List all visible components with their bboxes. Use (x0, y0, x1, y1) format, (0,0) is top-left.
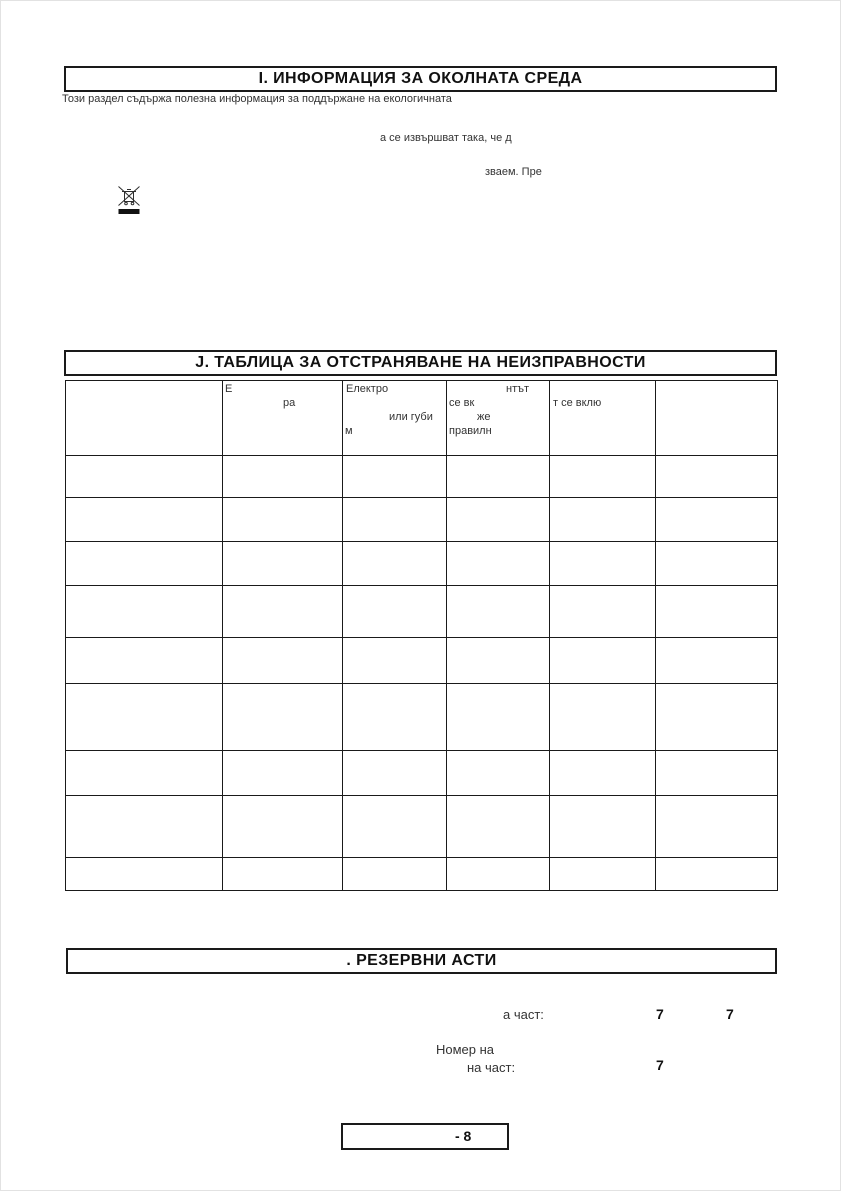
table-row (66, 751, 778, 796)
table-cell (447, 796, 550, 858)
table-cell (343, 586, 447, 638)
spare-parts-part-label: а част: (503, 1007, 544, 1022)
table-header-cell (656, 381, 778, 456)
page-number: - 8 (455, 1128, 472, 1144)
table-row (66, 498, 778, 542)
table-cell (656, 586, 778, 638)
table-cell (656, 498, 778, 542)
table-cell (343, 684, 447, 751)
header-fragment: Електро (346, 383, 389, 395)
table-row (66, 456, 778, 498)
table-cell (223, 456, 343, 498)
spare-parts-number-part-label: на част: (467, 1060, 516, 1075)
table-cell (66, 796, 223, 858)
table-cell (550, 542, 656, 586)
table-cell (223, 751, 343, 796)
troubleshooting-table (65, 380, 777, 891)
table-cell (66, 586, 223, 638)
header-fragment: же (477, 411, 491, 423)
header-fragment: нтът (506, 383, 530, 395)
table-header-cell (447, 381, 550, 456)
table-cell (447, 456, 550, 498)
table-cell (343, 858, 447, 891)
table-cell (447, 542, 550, 586)
table-cell (343, 456, 447, 498)
table-cell (66, 542, 223, 586)
header-fragment: Е (225, 383, 233, 395)
table-cell (447, 498, 550, 542)
environment-intro-text: Този раздел съдържа полезна информация за поддържане на екологичната (62, 93, 452, 105)
table-cell (343, 542, 447, 586)
table-cell (550, 498, 656, 542)
table-cell (66, 456, 223, 498)
table-cell (447, 684, 550, 751)
spare-parts-value: 7 (726, 1006, 734, 1022)
table-cell (656, 456, 778, 498)
table-row (66, 858, 778, 891)
table-header-cell (550, 381, 656, 456)
table-cell (223, 498, 343, 542)
table-cell (223, 796, 343, 858)
table-cell (656, 751, 778, 796)
section-title-spare-parts: . РЕЗЕРВНИ АСТИ (66, 948, 777, 974)
spare-parts-value: 7 (656, 1057, 664, 1073)
header-fragment: м (345, 425, 353, 437)
spare-parts-number-label: Номер на (436, 1042, 495, 1057)
table-cell (550, 638, 656, 684)
table-cell (550, 586, 656, 638)
spare-parts-value: 7 (656, 1006, 664, 1022)
troubleshooting-table-body (66, 456, 778, 891)
table-cell (66, 638, 223, 684)
table-cell (343, 751, 447, 796)
table-header-cell (223, 381, 343, 456)
table-row (66, 586, 778, 638)
table-cell (223, 684, 343, 751)
table-header-cell (66, 381, 223, 456)
table-cell (447, 858, 550, 891)
header-fragment: т се вклю (553, 397, 602, 409)
page-number-box (341, 1123, 509, 1150)
table-cell (66, 751, 223, 796)
table-cell (223, 638, 343, 684)
header-fragment: ра (283, 397, 296, 409)
table-cell (66, 858, 223, 891)
table-cell (550, 684, 656, 751)
table-row (66, 796, 778, 858)
table-row (66, 542, 778, 586)
table-cell (550, 456, 656, 498)
table-cell (343, 796, 447, 858)
section-title-environment: I. ИНФОРМАЦИЯ ЗА ОКОЛНАТА СРЕДА (64, 66, 777, 92)
table-cell (66, 684, 223, 751)
weee-crossed-out-bin-icon (116, 185, 142, 217)
table-cell (550, 858, 656, 891)
table-row (66, 684, 778, 751)
table-cell (223, 858, 343, 891)
section-title-troubleshooting: J. ТАБЛИЦА ЗА ОТСТРАНЯВАНЕ НА НЕИЗПРАВНОСТИ (64, 350, 777, 376)
table-row (66, 638, 778, 684)
table-cell (447, 586, 550, 638)
table-cell (656, 638, 778, 684)
table-cell (550, 751, 656, 796)
table-cell (223, 586, 343, 638)
environment-text-fragment: зваем. Пре (485, 166, 542, 178)
table-cell (447, 751, 550, 796)
table-cell (656, 684, 778, 751)
table-cell (223, 542, 343, 586)
table-cell (656, 796, 778, 858)
header-fragment: се вк (449, 397, 475, 409)
table-cell (550, 796, 656, 858)
table-cell (656, 542, 778, 586)
header-fragment: или губи (389, 411, 433, 423)
header-fragment: правилн (449, 425, 492, 437)
table-cell (447, 638, 550, 684)
table-header-row (66, 381, 778, 456)
table-cell (343, 638, 447, 684)
environment-text-fragment: а се извършват така, че д (380, 132, 512, 144)
table-cell (656, 858, 778, 891)
table-cell (343, 498, 447, 542)
table-cell (66, 498, 223, 542)
table-header-cell (343, 381, 447, 456)
